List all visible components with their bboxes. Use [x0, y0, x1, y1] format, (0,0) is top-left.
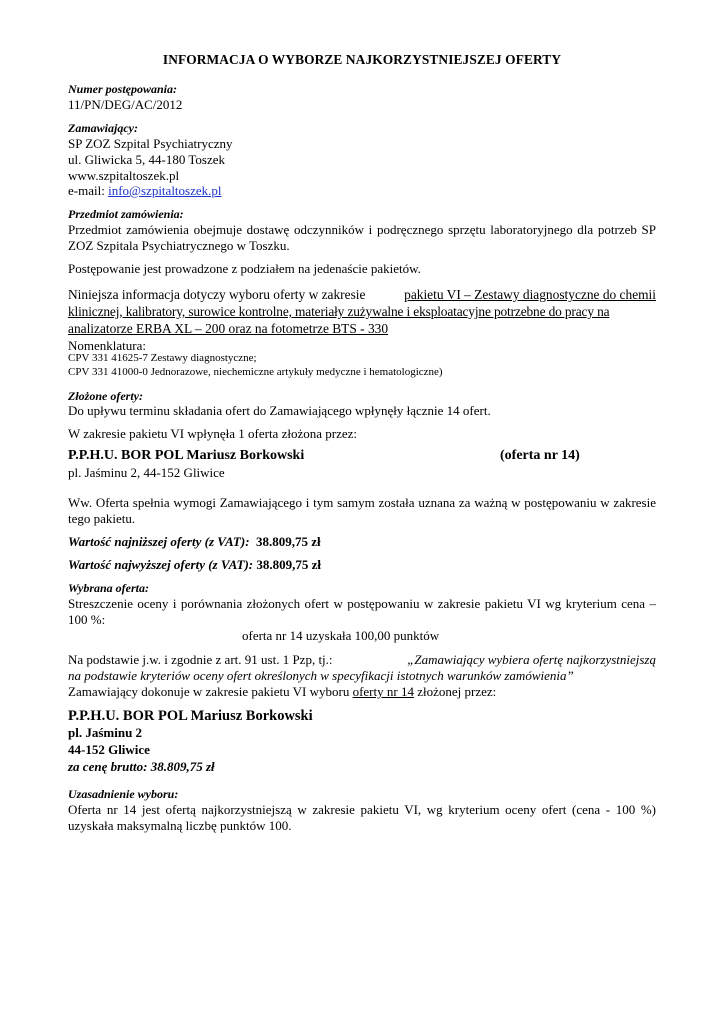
winner-company: P.P.H.U. BOR POL Mariusz Borkowski [68, 708, 313, 724]
package-vi-title-2: klinicznej, kalibratory, surowice kontrolne, materiały zużywalne i eksploatacyjne potrzebne do pracy na [68, 304, 610, 319]
offers-label: Złożone oferty: [68, 389, 143, 403]
lowest-offer-line [68, 534, 321, 550]
document-title: INFORMACJA O WYBORZE NAJKORZYSTNIEJSZEJ OFERTY [162, 52, 562, 67]
orderer-address: ul. Gliwicka 5, 44-180 Toszek [68, 152, 225, 167]
lowest-offer-label: Wartość najniższej oferty (z VAT): [68, 534, 250, 549]
basis-quote-1: „Zamawiający wybiera ofertę najkorzystniejszą [407, 652, 656, 667]
packages-note: Postępowanie jest prowadzone z podziałem na jedenaście pakietów. [68, 261, 421, 276]
basis-quote-2: na podstawie kryteriów oceny ofert określonych w specyfikacji istotnych warunków zamówienia” [68, 668, 574, 683]
offer-company: P.P.H.U. BOR POL Mariusz Borkowski [68, 448, 305, 463]
basis-intro: Na podstawie j.w. i zgodnie z art. 91 ust. 1 Pzp, tj.: [68, 652, 333, 667]
winner-city: 44-152 Gliwice [68, 742, 150, 757]
decision-pre: Zamawiający dokonuje w zakresie pakietu VI wyboru [68, 684, 353, 699]
subject-label: Przedmiot zamówienia: [68, 207, 184, 221]
info-line-1 [68, 286, 656, 303]
highest-offer-value: 38.809,75 zł [256, 557, 322, 572]
case-number-value: 11/PN/DEG/AC/2012 [68, 97, 183, 112]
basis-line-1 [68, 652, 656, 668]
lowest-offer-value: 38.809,75 zł [256, 534, 321, 549]
basis-paragraph [68, 652, 656, 700]
justification-label: Uzasadnienie wyboru: [68, 787, 179, 801]
orderer-name: SP ZOZ Szpital Psychiatryczny [68, 136, 233, 151]
cpv-code-2: CPV 331 41000-0 Jednorazowe, niechemiczne artykuły medyczne i hematologiczne) [68, 366, 443, 378]
orderer-email-line [68, 183, 222, 199]
subject-text: Przedmiot zamówienia obejmuje dostawę odczynników i podręcznego sprzętu laboratoryjnego dla potrzeb SP ZOZ Szpitala Psychiatrycznego w Toszku. [68, 222, 656, 253]
winner-street: pl. Jaśminu 2 [68, 725, 143, 740]
package-vi-title-1: pakietu VI – Zestawy diagnostyczne do chemii [404, 287, 656, 302]
selected-score: oferta nr 14 uzyskała 100,00 punktów [242, 628, 440, 643]
case-number-label: Numer postępowania: [68, 82, 178, 96]
selected-summary: Streszczenie oceny i porównania złożonych ofert w postępowaniu w zakresie pakietu VI wg kryterium cena – 100 %: [68, 596, 656, 627]
highest-offer-line [68, 557, 321, 573]
info-paragraph [68, 286, 656, 337]
orderer-label: Zamawiający: [68, 121, 138, 135]
offers-package: W zakresie pakietu VI wpłynęła 1 oferta złożona przez: [68, 426, 357, 441]
highest-offer-label: Wartość najwyższej oferty (z VAT): [68, 557, 254, 572]
offers-total: Do upływu terminu składania ofert do Zamawiającego wpłynęły łącznie 14 ofert. [68, 403, 491, 418]
info-intro: Niniejsza informacja dotyczy wyboru oferty w zakresie [68, 287, 366, 302]
winner-price: za cenę brutto: 38.809,75 zł [68, 759, 215, 774]
orderer-website: www.szpitaltoszek.pl [68, 168, 180, 183]
offer-validity: Ww. Oferta spełnia wymogi Zamawiającego i tym samym została uznana za ważną w postępowaniu w zakresie tego pakietu. [68, 495, 656, 526]
email-link[interactable]: info@szpitaltoszek.pl [108, 183, 222, 198]
package-vi-title-3: analizatorze ERBA XL – 200 oraz na fotometrze BTS - 330 [68, 321, 389, 336]
email-prefix: e-mail: [68, 183, 109, 198]
decision-post: złożonej przez: [413, 684, 497, 699]
offer-number: (oferta nr 14) [500, 448, 580, 463]
decision-line [68, 684, 656, 700]
nomenclature-label: Nomenklatura: [68, 338, 146, 353]
decision-offer-ref: oferty nr 14 [352, 684, 414, 699]
selected-label: Wybrana oferta: [68, 581, 149, 595]
justification-text: Oferta nr 14 jest ofertą najkorzystniejszą w zakresie pakietu VI, wg kryterium oceny ofert (cena - 100 %) uzyskała maksymalną liczbę punktów 100. [68, 802, 656, 833]
offer-address: pl. Jaśminu 2, 44-152 Gliwice [68, 465, 225, 480]
cpv-code-1: CPV 331 41625-7 Zestawy diagnostyczne; [68, 352, 257, 364]
